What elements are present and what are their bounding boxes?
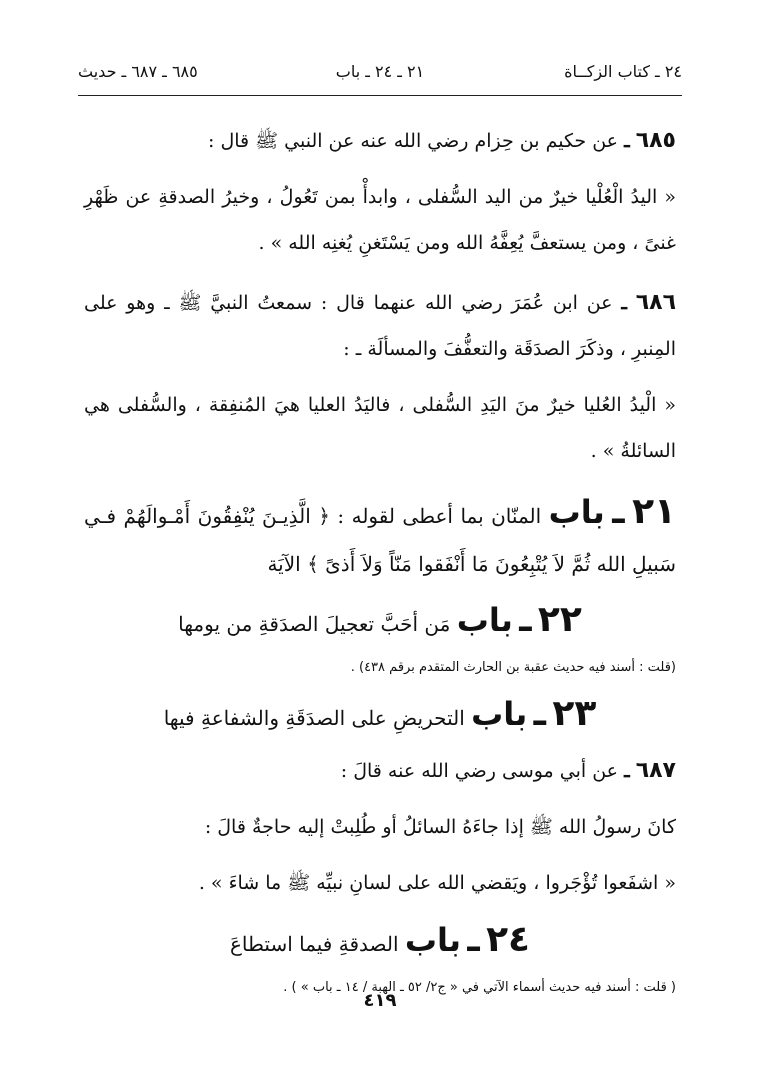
- page-body: [84, 118, 676, 1010]
- header-divider: [78, 95, 682, 96]
- chapter-24-note: ( قلت : أسند فيه حديث أسماء الآتي في « ج٢/ ٥٢ ـ الهبة / ١٤ ـ باب » ) .: [283, 980, 676, 995]
- hadith-number: ٦٨٥: [635, 128, 676, 153]
- hadith-intro-text: عن حكيم بن حِزام رضي الله عنه عن النبي ﷺ قال :: [208, 130, 619, 152]
- header-chapter-range: ٢١ ـ ٢٤ ـ باب: [335, 62, 425, 81]
- chapter-title: الصدقةِ فيما استطاعَ: [229, 932, 399, 956]
- chapter-title: مَن أحَبَّ تعجيلَ الصدَقةِ من يومها: [178, 612, 451, 636]
- number-dash: ـ: [621, 292, 627, 314]
- page-number: ٤١٩: [363, 990, 397, 1011]
- chapter-dash: ـ: [612, 491, 625, 532]
- chapter-word: باب: [548, 493, 605, 531]
- chapter-24-heading: [84, 916, 676, 968]
- chapter-21-heading: [84, 488, 676, 588]
- chapter-dash: ـ: [467, 919, 480, 960]
- header-book-title: ٢٤ ـ كتاب الزكــاة: [564, 62, 682, 81]
- hadith-687-intro: [84, 748, 676, 794]
- hadith-687-text: « اشفَعوا تُؤْجَروا ، ويَقضي الله على لسانِ نبيِّه ﷺ ما شاءَ » .: [198, 872, 676, 894]
- chapter-number: ٢١: [632, 491, 677, 532]
- chapter-number: ٢٣: [552, 693, 597, 734]
- chapter-22-note: (قلت : أسند فيه حديث عقبة بن الحارث المتقدم برقم ٤٣٨) .: [350, 660, 676, 675]
- chapter-word: باب: [404, 921, 462, 959]
- running-header: [78, 62, 682, 88]
- chapter-dash: ـ: [533, 693, 546, 734]
- hadith-686-text: « الْيدُ العُليا خيرٌ منَ اليَدِ السُّفلى ، فاليَدُ العليا هيَ المُنفِقة ، والسُّفلى هي السائلةُ » .: [84, 394, 676, 462]
- hadith-number: ٦٨٦: [635, 290, 677, 315]
- hadith-685-text: « اليدُ الْعُلْيا خيرٌ من اليد السُّفلى ، وابدأْ بمن تَعُولُ ، وخيرُ الصدقةِ عن ظَهْرِ غنىً ، ومن يستعفَّ يُعِفَّهُ الله ومن يَسْتَغنِ يُغنِه الله » .: [84, 186, 676, 254]
- hadith-685-intro: [84, 118, 676, 164]
- chapter-dash: ـ: [519, 599, 532, 640]
- hadith-number: ٦٨٧: [635, 758, 676, 783]
- number-dash: ـ: [624, 130, 630, 152]
- chapter-title: التحريضِ على الصدَقَةِ والشفاعةِ فيها: [163, 706, 465, 730]
- chapter-word: باب: [471, 695, 528, 733]
- chapter-number: ٢٤: [486, 919, 531, 960]
- hadith-intro-text: عن أبي موسى رضي الله عنه قالَ :: [340, 760, 619, 782]
- header-hadith-range: ٦٨٥ ـ ٦٨٧ ـ حديث: [78, 62, 198, 81]
- hadith-686-intro: [84, 280, 676, 372]
- chapter-word: باب: [456, 601, 513, 639]
- chapter-number: ٢٢: [537, 599, 582, 640]
- chapter-23-heading: [84, 690, 676, 742]
- hadith-687-context: كانَ رسولُ الله ﷺ إذا جاءَهُ السائلُ أو طُلِبتْ إليه حاجةٌ قالَ :: [204, 816, 676, 838]
- chapter-title: المنّان بما أعطى لقوله : ﴿ الَّذِيـنَ يُنْفِقُونَ أَمْـوالَهُمْ فـي سَبيلِ الله ثُمَّ لاَ يُتْبِعُونَ مَا أَنْفَقوا مَنّاً وَلاَ أَذىً ﴾ الآيَة: [84, 504, 676, 576]
- chapter-22-heading: [84, 596, 676, 648]
- number-dash: ـ: [624, 760, 630, 782]
- hadith-intro-text: عن ابن عُمَرَ رضي الله عنهما قال : سمعتُ النبيَّ ﷺ ـ وهو على المِنبرِ ، وذكَرَ الصدَقَة والتعفُّفَ والمسألَة ـ :: [84, 292, 676, 360]
